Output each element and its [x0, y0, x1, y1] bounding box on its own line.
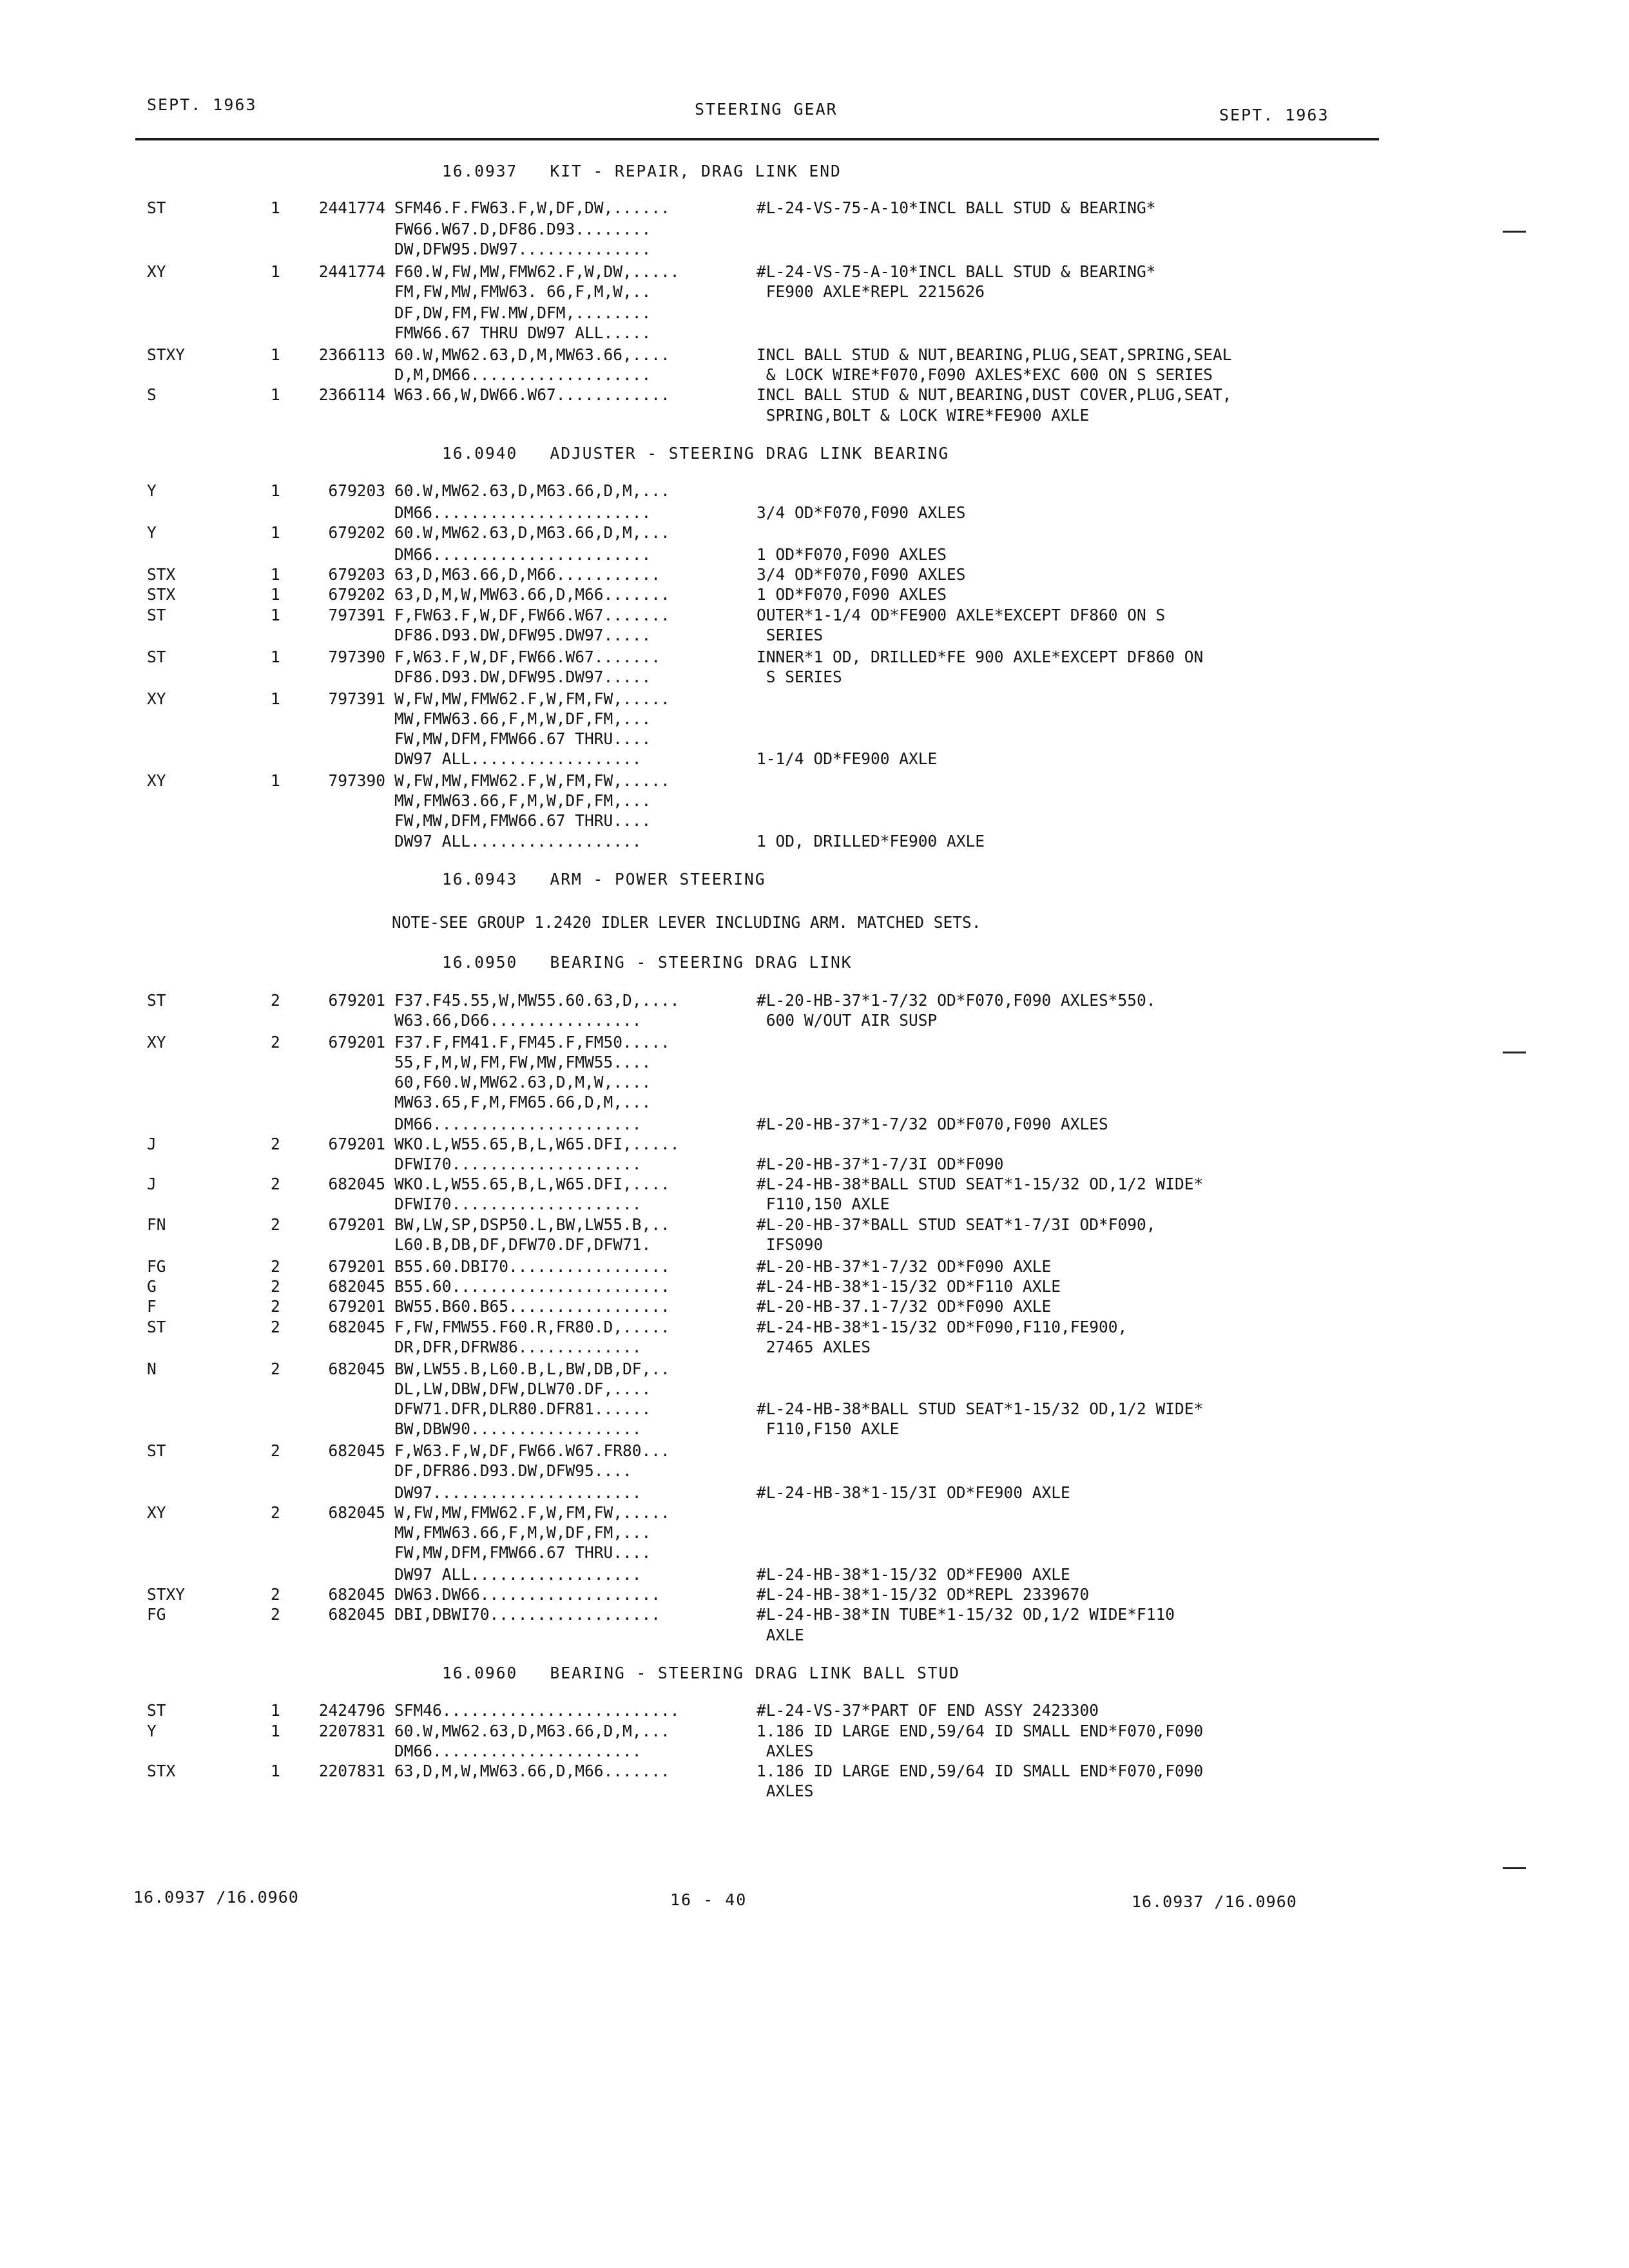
- part-number: 682045: [328, 1175, 385, 1193]
- part-number: 679202: [328, 523, 385, 542]
- part-description: #L-24-HB-38*1-15/32 OD*F110 AXLE: [757, 1277, 1061, 1296]
- part-description: 1 OD, DRILLED*FE900 AXLE: [757, 832, 985, 850]
- model-list: SFM46.F.FW63.F,W,DF,DW,......: [394, 198, 670, 217]
- model-list: DM66.......................: [394, 503, 651, 522]
- part-description: 1 OD*F070,F090 AXLES: [757, 545, 947, 564]
- model-list: W,FW,MW,FMW62.F,W,FM,FW,.....: [394, 689, 670, 708]
- model-code: S: [147, 385, 157, 404]
- quantity: 2: [271, 1503, 280, 1522]
- footer-right: 16.0937 /16.0960: [1132, 1892, 1297, 1911]
- part-number: 797390: [328, 771, 385, 790]
- quantity: 1: [271, 1762, 280, 1780]
- part-description: #L-20-HB-37*1-7/32 OD*F070,F090 AXLES: [757, 1115, 1108, 1133]
- header-left: SEPT. 1963: [147, 95, 257, 114]
- quantity: 1: [271, 1722, 280, 1740]
- quantity: 1: [271, 198, 280, 217]
- model-list: DW97 ALL..................: [394, 749, 642, 768]
- quantity: 2: [271, 1585, 280, 1604]
- model-list: DW,DFW95.DW97..............: [394, 240, 651, 258]
- part-description: F110,150 AXLE: [757, 1195, 890, 1213]
- model-list: FW,MW,DFM,FMW66.67 THRU....: [394, 1543, 651, 1562]
- model-list: B55.60.......................: [394, 1277, 670, 1296]
- part-number: 679203: [328, 481, 385, 500]
- model-list: SFM46.........................: [394, 1701, 680, 1720]
- model-code: XY: [147, 689, 166, 708]
- part-description: IFS090: [757, 1235, 824, 1254]
- part-number: 2207831: [318, 1762, 385, 1780]
- part-number: 679201: [328, 1297, 385, 1316]
- model-list: FM,FW,MW,FMW63. 66,F,M,W,..: [394, 282, 651, 301]
- model-list: DM66......................: [394, 1115, 642, 1133]
- quantity: 1: [271, 481, 280, 500]
- quantity: 1: [271, 345, 280, 364]
- model-list: FMW66.67 THRU DW97 ALL.....: [394, 323, 651, 342]
- quantity: 2: [271, 1441, 280, 1460]
- model-code: STX: [147, 585, 176, 604]
- model-list: 60.W,MW62.63,D,M63.66,D,M,...: [394, 1722, 670, 1740]
- part-description: #L-24-HB-38*BALL STUD SEAT*1-15/32 OD,1/2 WIDE*: [757, 1399, 1204, 1418]
- model-list: DF,DW,FM,FW.MW,DFM,........: [394, 303, 651, 322]
- model-list: DBI,DBWI70..................: [394, 1605, 661, 1624]
- model-code: XY: [147, 1033, 166, 1052]
- model-code: ST: [147, 991, 166, 1010]
- section-heading: 16.0940 ADJUSTER - STEERING DRAG LINK BEARING: [442, 444, 950, 463]
- model-code: XY: [147, 1503, 166, 1522]
- quantity: 1: [271, 771, 280, 790]
- quantity: 1: [271, 1701, 280, 1720]
- model-code: XY: [147, 771, 166, 790]
- quantity: 2: [271, 991, 280, 1010]
- part-number: 679202: [328, 585, 385, 604]
- part-description: 3/4 OD*F070,F090 AXLES: [757, 565, 966, 584]
- part-description: #L-24-HB-38*1-15/32 OD*REPL 2339670: [757, 1585, 1090, 1604]
- model-code: STX: [147, 565, 176, 584]
- model-code: ST: [147, 1318, 166, 1336]
- part-number: 679201: [328, 1257, 385, 1276]
- model-list: DW97 ALL..................: [394, 832, 642, 850]
- part-number: 682045: [328, 1318, 385, 1336]
- part-description: 27465 AXLES: [757, 1338, 871, 1356]
- part-number: 797391: [328, 606, 385, 624]
- quantity: 2: [271, 1318, 280, 1336]
- section-heading: 16.0943 ARM - POWER STEERING: [442, 870, 766, 889]
- part-description: OUTER*1-1/4 OD*FE900 AXLE*EXCEPT DF860 ON S: [757, 606, 1166, 624]
- part-number: 2207831: [318, 1722, 385, 1740]
- quantity: 1: [271, 648, 280, 666]
- part-number: 682045: [328, 1360, 385, 1378]
- quantity: 1: [271, 565, 280, 584]
- part-description: 1 OD*F070,F090 AXLES: [757, 585, 947, 604]
- part-number: 682045: [328, 1277, 385, 1296]
- quantity: 1: [271, 523, 280, 542]
- model-list: WKO.L,W55.65,B,L,W65.DFI,.....: [394, 1135, 680, 1153]
- model-list: 55,F,M,W,FM,FW,MW,FMW55....: [394, 1053, 651, 1072]
- model-list: DFWI70....................: [394, 1155, 642, 1173]
- part-description: INNER*1 OD, DRILLED*FE 900 AXLE*EXCEPT DF860 ON: [757, 648, 1204, 666]
- model-list: WKO.L,W55.65,B,L,W65.DFI,....: [394, 1175, 670, 1193]
- model-list: DF86.D93.DW,DFW95.DW97.....: [394, 626, 651, 644]
- part-description: F110,F150 AXLE: [757, 1419, 900, 1438]
- part-description: S SERIES: [757, 668, 842, 686]
- quantity: 2: [271, 1033, 280, 1052]
- model-code: J: [147, 1135, 157, 1153]
- part-description: FE900 AXLE*REPL 2215626: [757, 282, 985, 301]
- model-code: ST: [147, 1701, 166, 1720]
- quantity: 2: [271, 1175, 280, 1193]
- model-list: 60.W,MW62.63,D,M,MW63.66,....: [394, 345, 670, 364]
- model-list: MW63.65,F,M,FM65.66,D,M,...: [394, 1093, 651, 1111]
- model-code: FG: [147, 1257, 166, 1276]
- part-number: 682045: [328, 1503, 385, 1522]
- part-description: #L-20-HB-37.1-7/32 OD*F090 AXLE: [757, 1297, 1052, 1316]
- model-code: Y: [147, 1722, 157, 1740]
- quantity: 2: [271, 1135, 280, 1153]
- part-number: 2424796: [318, 1701, 385, 1720]
- section-heading: 16.0937 KIT - REPAIR, DRAG LINK END: [442, 162, 842, 180]
- part-number: 797390: [328, 648, 385, 666]
- quantity: 2: [271, 1360, 280, 1378]
- part-description: #L-20-HB-37*1-7/3I OD*F090: [757, 1155, 1004, 1173]
- part-description: 1-1/4 OD*FE900 AXLE: [757, 749, 938, 768]
- header-title: STEERING GEAR: [695, 100, 838, 119]
- part-description: INCL BALL STUD & NUT,BEARING,PLUG,SEAT,SPRING,SEAL: [757, 345, 1232, 364]
- quantity: 1: [271, 689, 280, 708]
- model-list: DFW71.DFR,DLR80.DFR81......: [394, 1399, 651, 1418]
- note-text: NOTE-SEE GROUP 1.2420 IDLER LEVER INCLUDING ARM. MATCHED SETS.: [392, 913, 981, 932]
- margin-mark: [1503, 1867, 1526, 1869]
- model-code: Y: [147, 481, 157, 500]
- part-description: 3/4 OD*F070,F090 AXLES: [757, 503, 966, 522]
- quantity: 1: [271, 585, 280, 604]
- model-list: DW63.DW66...................: [394, 1585, 661, 1604]
- model-list: 60.W,MW62.63,D,M63.66,D,M,...: [394, 481, 670, 500]
- model-code: N: [147, 1360, 157, 1378]
- quantity: 1: [271, 385, 280, 404]
- model-code: XY: [147, 262, 166, 281]
- model-list: DFWI70....................: [394, 1195, 642, 1213]
- model-list: W63.66,W,DW66.W67............: [394, 385, 670, 404]
- part-number: 679203: [328, 565, 385, 584]
- model-list: BW,DBW90..................: [394, 1419, 642, 1438]
- part-number: 682045: [328, 1605, 385, 1624]
- part-number: 2441774: [318, 198, 385, 217]
- part-description: #L-24-HB-38*1-15/3I OD*FE900 AXLE: [757, 1483, 1070, 1502]
- part-description: #L-24-HB-38*BALL STUD SEAT*1-15/32 OD,1/2 WIDE*: [757, 1175, 1204, 1193]
- margin-mark: [1503, 231, 1526, 233]
- footer-page-number: 16 - 40: [670, 1890, 747, 1909]
- part-description: AXLES: [757, 1742, 814, 1760]
- model-code: ST: [147, 648, 166, 666]
- footer-left: 16.0937 /16.0960: [133, 1888, 299, 1907]
- model-list: F,FW63.F,W,DF,FW66.W67.......: [394, 606, 670, 624]
- part-description: #L-24-HB-38*1-15/32 OD*F090,F110,FE900,: [757, 1318, 1128, 1336]
- model-code: ST: [147, 198, 166, 217]
- part-description: #L-20-HB-37*1-7/32 OD*F090 AXLE: [757, 1257, 1052, 1276]
- model-list: FW66.W67.D,DF86.D93........: [394, 220, 651, 238]
- model-list: F,W63.F,W,DF,FW66.W67.FR80...: [394, 1441, 670, 1460]
- margin-mark: [1503, 1052, 1526, 1053]
- model-list: BW55.B60.B65.................: [394, 1297, 670, 1316]
- model-list: 60.W,MW62.63,D,M63.66,D,M,...: [394, 523, 670, 542]
- part-description: 1.186 ID LARGE END,59/64 ID SMALL END*F070,F090: [757, 1762, 1204, 1780]
- model-code: STXY: [147, 345, 186, 364]
- part-number: 797391: [328, 689, 385, 708]
- model-list: F,FW,FMW55.F60.R,FR80.D,.....: [394, 1318, 670, 1336]
- model-code: FG: [147, 1605, 166, 1624]
- model-code: F: [147, 1297, 157, 1316]
- model-list: B55.60.DBI70.................: [394, 1257, 670, 1276]
- model-list: DF86.D93.DW,DFW95.DW97.....: [394, 668, 651, 686]
- part-description: #L-20-HB-37*1-7/32 OD*F070,F090 AXLES*550.: [757, 991, 1156, 1010]
- part-description: 600 W/OUT AIR SUSP: [757, 1011, 938, 1030]
- part-description: #L-24-VS-37*PART OF END ASSY 2423300: [757, 1701, 1099, 1720]
- part-description: AXLE: [757, 1626, 804, 1644]
- header-rule: [135, 138, 1379, 140]
- model-code: ST: [147, 1441, 166, 1460]
- model-list: DF,DFR86.D93.DW,DFW95....: [394, 1461, 632, 1480]
- model-list: 63,D,M63.66,D,M66...........: [394, 565, 661, 584]
- model-code: J: [147, 1175, 157, 1193]
- part-description: & LOCK WIRE*F070,F090 AXLES*EXC 600 ON S SERIES: [757, 365, 1213, 384]
- part-description: #L-20-HB-37*BALL STUD SEAT*1-7/3I OD*F090,: [757, 1215, 1156, 1234]
- model-list: W,FW,MW,FMW62.F,W,FM,FW,.....: [394, 1503, 670, 1522]
- part-number: 2366113: [318, 345, 385, 364]
- model-list: F37.F,FM41.F,FM45.F,FM50.....: [394, 1033, 670, 1052]
- quantity: 2: [271, 1215, 280, 1234]
- part-description: SERIES: [757, 626, 824, 644]
- model-list: D,M,DM66...................: [394, 365, 651, 384]
- part-description: #L-24-HB-38*1-15/32 OD*FE900 AXLE: [757, 1565, 1070, 1584]
- model-list: DL,LW,DBW,DFW,DLW70.DF,....: [394, 1379, 651, 1398]
- model-list: F,W63.F,W,DF,FW66.W67.......: [394, 648, 661, 666]
- model-list: FW,MW,DFM,FMW66.67 THRU....: [394, 729, 651, 748]
- quantity: 2: [271, 1297, 280, 1316]
- model-code: ST: [147, 606, 166, 624]
- model-list: DM66.......................: [394, 545, 651, 564]
- model-list: L60.B,DB,DF,DFW70.DF,DFW71.: [394, 1235, 651, 1254]
- model-code: STX: [147, 1762, 176, 1780]
- part-number: 679201: [328, 1033, 385, 1052]
- model-list: 60,F60.W,MW62.63,D,M,W,....: [394, 1073, 651, 1091]
- part-description: INCL BALL STUD & NUT,BEARING,DUST COVER,PLUG,SEAT,: [757, 385, 1232, 404]
- model-list: DW97 ALL..................: [394, 1565, 642, 1584]
- model-code: G: [147, 1277, 157, 1296]
- model-list: DR,DFR,DFRW86.............: [394, 1338, 642, 1356]
- model-list: F37.F45.55,W,MW55.60.63,D,....: [394, 991, 680, 1010]
- part-number: 682045: [328, 1441, 385, 1460]
- model-list: 63,D,M,W,MW63.66,D,M66.......: [394, 1762, 670, 1780]
- quantity: 1: [271, 262, 280, 281]
- part-number: 2366114: [318, 385, 385, 404]
- quantity: 2: [271, 1277, 280, 1296]
- model-list: MW,FMW63.66,F,M,W,DF,FM,...: [394, 709, 651, 728]
- model-code: FN: [147, 1215, 166, 1234]
- quantity: 2: [271, 1605, 280, 1624]
- section-heading: 16.0960 BEARING - STEERING DRAG LINK BALL STUD: [442, 1664, 961, 1682]
- section-heading: 16.0950 BEARING - STEERING DRAG LINK: [442, 953, 853, 972]
- part-description: #L-24-HB-38*IN TUBE*1-15/32 OD,1/2 WIDE*F110: [757, 1605, 1175, 1624]
- quantity: 1: [271, 606, 280, 624]
- model-list: DW97......................: [394, 1483, 642, 1502]
- part-description: AXLES: [757, 1782, 814, 1800]
- model-list: 63,D,M,W,MW63.66,D,M66.......: [394, 585, 670, 604]
- model-code: STXY: [147, 1585, 186, 1604]
- model-code: Y: [147, 523, 157, 542]
- model-list: W,FW,MW,FMW62.F,W,FM,FW,.....: [394, 771, 670, 790]
- part-number: 679201: [328, 1215, 385, 1234]
- quantity: 2: [271, 1257, 280, 1276]
- header-right: SEPT. 1963: [1219, 106, 1329, 124]
- part-number: 682045: [328, 1585, 385, 1604]
- part-description: SPRING,BOLT & LOCK WIRE*FE900 AXLE: [757, 406, 1090, 425]
- model-list: BW,LW,SP,DSP50.L,BW,LW55.B,..: [394, 1215, 670, 1234]
- model-list: DM66......................: [394, 1742, 642, 1760]
- part-number: 2441774: [318, 262, 385, 281]
- model-list: MW,FMW63.66,F,M,W,DF,FM,...: [394, 791, 651, 810]
- part-description: #L-24-VS-75-A-10*INCL BALL STUD & BEARING*: [757, 198, 1156, 217]
- part-description: 1.186 ID LARGE END,59/64 ID SMALL END*F070,F090: [757, 1722, 1204, 1740]
- part-number: 679201: [328, 1135, 385, 1153]
- model-list: BW,LW55.B,L60.B,L,BW,DB,DF,..: [394, 1360, 670, 1378]
- model-list: W63.66,D66................: [394, 1011, 642, 1030]
- model-list: MW,FMW63.66,F,M,W,DF,FM,...: [394, 1523, 651, 1542]
- part-number: 679201: [328, 991, 385, 1010]
- model-list: F60.W,FW,MW,FMW62.F,W,DW,.....: [394, 262, 680, 281]
- model-list: FW,MW,DFM,FMW66.67 THRU....: [394, 811, 651, 830]
- part-description: #L-24-VS-75-A-10*INCL BALL STUD & BEARING*: [757, 262, 1156, 281]
